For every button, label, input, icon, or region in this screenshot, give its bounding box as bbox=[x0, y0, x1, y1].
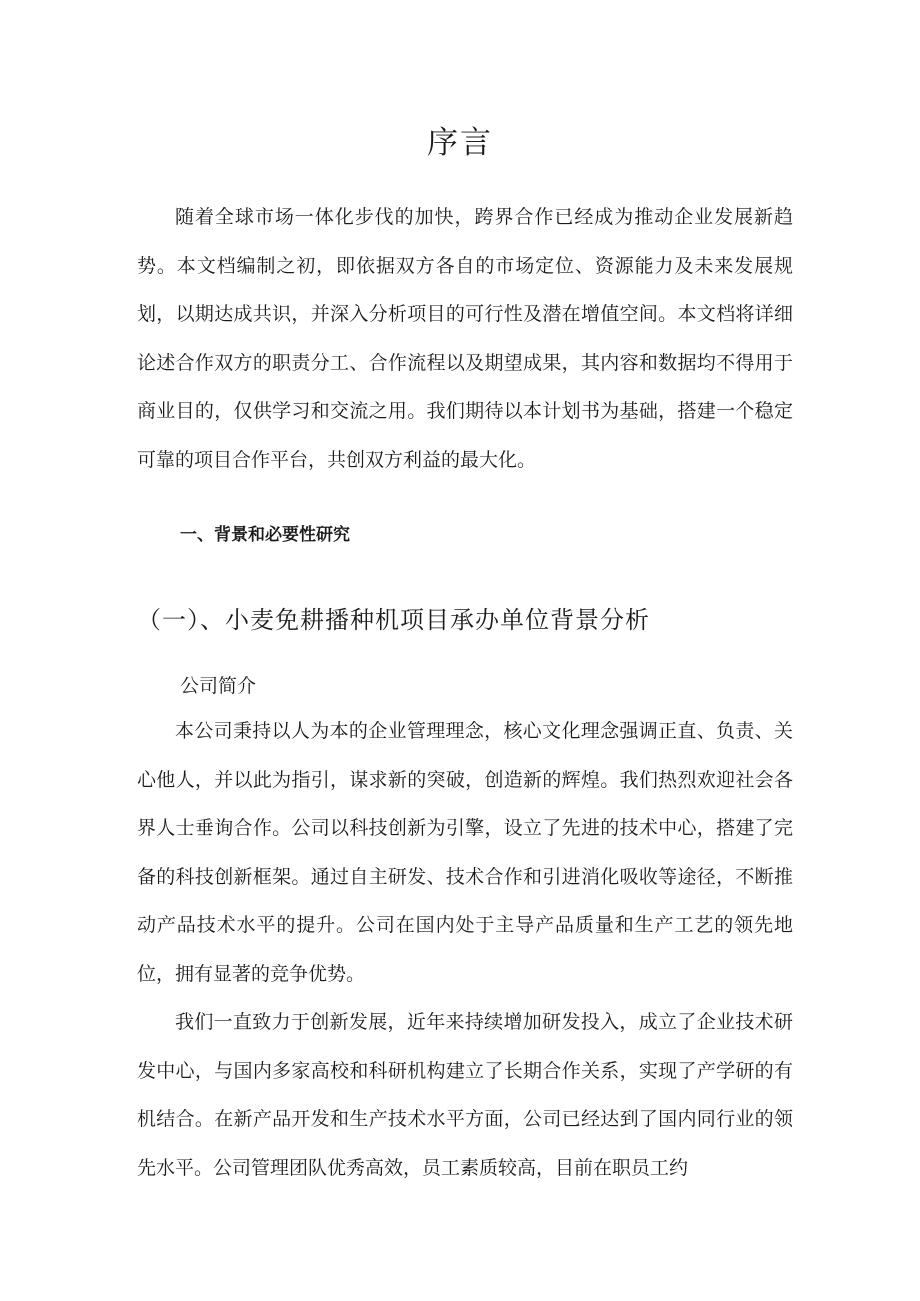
preface-paragraph: 随着全球市场一体化步伐的加快，跨界合作已经成为推动企业发展新趋势。本文档编制之初，即依据双方各自的市场定位、资源能力及未来发展规划，以期达成共识，并深入分析项目的可行性及潜在增值空间。本文档将详细论述合作双方的职责分工、合作流程以及期望成果，其内容和数据均不得用于商业目的，仅供学习和交流之用。我们期待以本计划书为基础，搭建一个稳定可靠的项目合作平台，共创双方利益的最大化。 bbox=[137, 206, 793, 471]
rnd-paragraph: 我们一直致力于创新发展，近年来持续增加研发投入，成立了企业技术研发中心，与国内多家高校和科研机构建立了长期合作关系，实现了产学研的有机结合。在新产品开发和生产技术水平方面，公司已经达到了国内同行业的领先水平。公司管理团队优秀高效，员工素质较高，目前在职员工约 bbox=[137, 1011, 793, 1179]
company-intro-paragraph: 本公司秉持以人为本的企业管理理念，核心文化理念强调正直、负责、关心他人，并以此为指引，谋求新的突破，创造新的辉煌。我们热烈欢迎社会各界人士垂询合作。公司以科技创新为引擎，设立了先进的技术中心，搭建了完备的科技创新框架。通过自主研发、技术合作和引进消化吸收等途径，不断推动产品技术水平的提升。公司在国内处于主导产品质量和生产工艺的领先地位，拥有显著的竞争优势。 bbox=[137, 720, 793, 985]
section-heading: 一、背景和必要性研究 bbox=[180, 525, 350, 545]
page-title: 序言 bbox=[427, 125, 493, 161]
company-intro-heading: 公司简介 bbox=[180, 675, 257, 697]
subsection-heading: （一）、小麦免耕播种机项目承办单位背景分析 bbox=[137, 606, 650, 634]
